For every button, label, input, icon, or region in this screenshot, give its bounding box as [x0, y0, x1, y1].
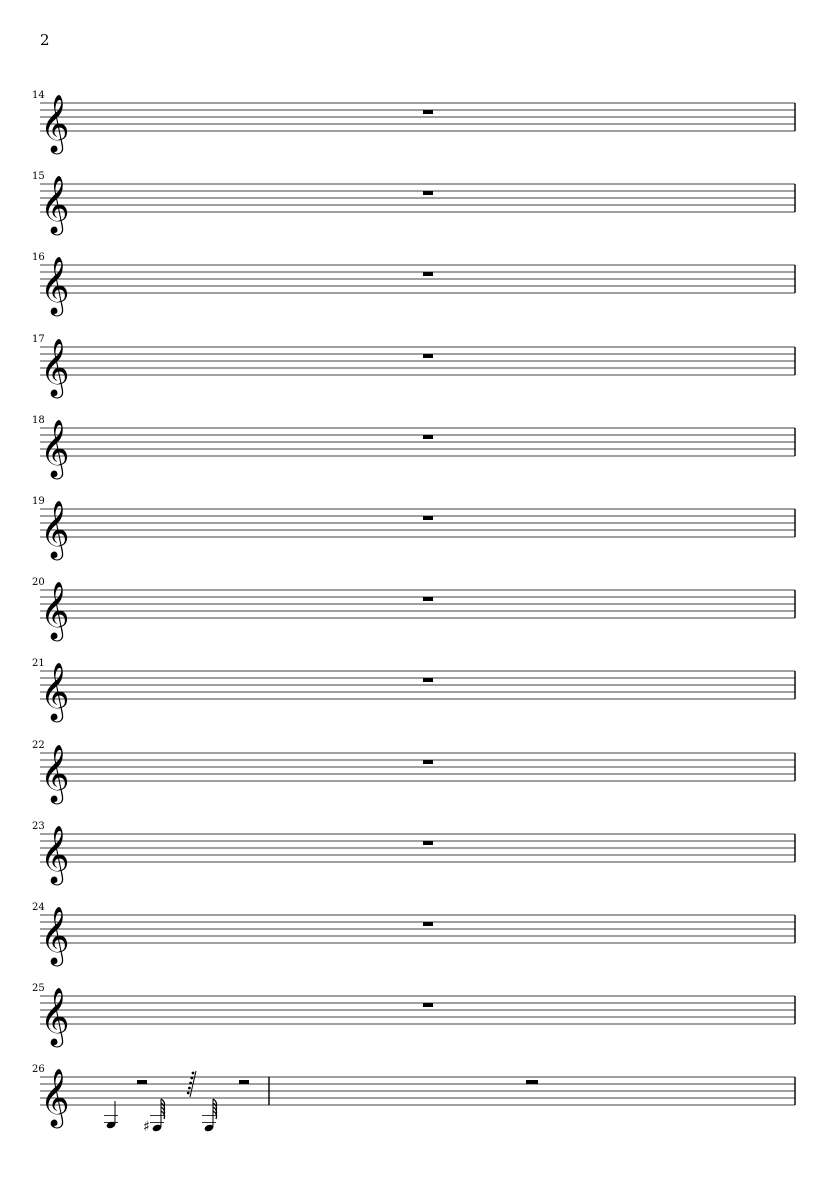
staff-system	[32, 252, 795, 317]
staff-system	[32, 983, 795, 1048]
whole-rest	[423, 597, 433, 601]
treble-clef-icon: 𝄞	[40, 175, 70, 233]
treble-clef-icon: 𝄞	[40, 825, 70, 883]
whole-rest	[423, 841, 433, 845]
staff-system	[32, 821, 795, 886]
whole-rest	[423, 922, 433, 926]
whole-rest	[423, 354, 433, 358]
whole-rest	[526, 1080, 538, 1084]
rest-dot	[192, 1072, 195, 1075]
measure-number: 21	[32, 658, 45, 669]
measure-number: 18	[32, 415, 45, 426]
treble-clef-icon: 𝄞	[40, 662, 70, 720]
treble-clef-icon: 𝄞	[40, 987, 70, 1045]
measure-number: 20	[32, 577, 45, 588]
whole-rest	[423, 760, 433, 764]
measure-number: 26	[32, 1064, 45, 1075]
measure-number: 19	[32, 496, 45, 507]
staff-system	[32, 740, 795, 805]
whole-rest	[423, 1003, 433, 1007]
measure-number: 25	[32, 983, 45, 994]
treble-clef-icon: 𝄞	[40, 94, 70, 152]
staff-system	[32, 171, 795, 236]
staff-system	[32, 496, 795, 561]
staff-system	[32, 577, 795, 642]
rest-dot	[189, 1082, 192, 1085]
measure-number: 14	[32, 90, 45, 101]
sharp-icon: ♯	[143, 1119, 150, 1135]
measure-number: 23	[32, 821, 45, 832]
staff-system	[32, 1064, 795, 1135]
rest-dot	[187, 1092, 190, 1095]
treble-clef-icon: 𝄞	[40, 338, 70, 396]
treble-clef-icon: 𝄞	[40, 744, 70, 802]
half-rest	[239, 1080, 249, 1084]
whole-rest	[423, 191, 433, 195]
treble-clef-icon: 𝄞	[40, 906, 70, 964]
whole-rest	[423, 110, 433, 114]
rest-dot	[188, 1087, 191, 1090]
measure-number: 17	[32, 334, 45, 345]
page-number: 2	[40, 31, 50, 49]
treble-clef-icon: 𝄞	[40, 419, 70, 477]
whole-rest	[423, 272, 433, 276]
treble-clef-icon: 𝄞	[40, 256, 70, 314]
whole-rest	[423, 678, 433, 682]
staff-system	[32, 90, 795, 155]
whole-rest	[423, 516, 433, 520]
treble-clef-icon: 𝄞	[40, 581, 70, 639]
treble-clef-icon: 𝄞	[40, 500, 70, 558]
staff-system	[32, 334, 795, 399]
measure-number: 16	[32, 252, 45, 263]
measure-number: 24	[32, 902, 45, 913]
staff-system	[32, 902, 795, 967]
rest-dot	[190, 1077, 193, 1080]
treble-clef-icon: 𝄞	[40, 1068, 70, 1126]
half-rest	[137, 1080, 147, 1084]
measure-number: 15	[32, 171, 45, 182]
measure-number: 22	[32, 740, 45, 751]
staff-system	[32, 658, 795, 723]
staff-system	[32, 415, 795, 480]
whole-rest	[423, 435, 433, 439]
